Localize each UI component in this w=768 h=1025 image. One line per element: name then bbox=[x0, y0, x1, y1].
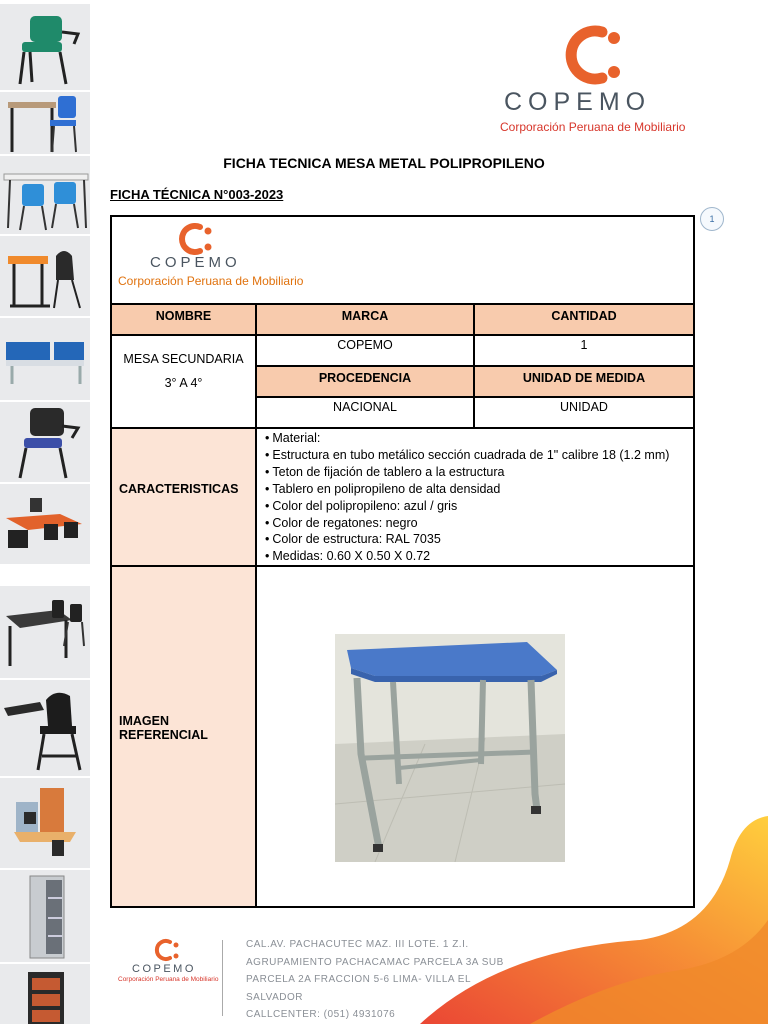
cubicle-icon bbox=[0, 778, 90, 869]
feature-item: • Teton de fijación de tablero a la estructura bbox=[265, 464, 669, 481]
feature-item: • Tablero en polipropileno de alta densidad bbox=[265, 481, 669, 498]
caracteristicas-label: CARACTERISTICAS bbox=[110, 427, 257, 567]
document-title: FICHA TECNICA MESA METAL POLIPROPILENO bbox=[223, 155, 545, 171]
feature-item: • Estructura en tubo metálico sección cuadrada de 1" calibre 18 (1.2 mm) bbox=[265, 447, 669, 464]
copemo-c-icon bbox=[562, 24, 626, 86]
nombre-cell bbox=[110, 334, 257, 429]
callcenter-line: CALLCENTER: (051) 4931076 bbox=[246, 1009, 396, 1020]
address-line: CAL.AV. PACHACUTEC MAZ. III LOTE. 1 Z.I. bbox=[246, 939, 469, 950]
tablet-arm-chair-icon bbox=[0, 680, 90, 777]
blue-seat-chair-icon bbox=[0, 402, 90, 483]
address-line: SALVADOR bbox=[246, 991, 303, 1003]
desk-chair-icon bbox=[0, 92, 90, 155]
header-procedencia: PROCEDENCIA bbox=[255, 365, 475, 398]
marca-value: COPEMO bbox=[255, 334, 475, 367]
header-cantidad: CANTIDAD bbox=[473, 303, 695, 336]
caracteristicas-list bbox=[265, 430, 669, 565]
imagen-label bbox=[110, 565, 257, 908]
product-sidebar bbox=[0, 0, 92, 1024]
logo-tagline: Corporación Peruana de Mobiliario bbox=[500, 120, 686, 134]
inner-logo-wordmark: COPEMO bbox=[150, 254, 241, 269]
address-line: AGRUPAMIENTO PACHACAMAC PARCELA 3A SUB bbox=[246, 956, 504, 968]
footer-address bbox=[246, 936, 516, 1024]
sheet-number: FICHA TÉCNICA N°003-2023 bbox=[110, 187, 284, 202]
orange-desk-icon bbox=[0, 236, 90, 317]
inner-copemo-logo-icon bbox=[118, 221, 263, 269]
dark-desk-icon bbox=[0, 586, 90, 679]
header-nombre: NOMBRE bbox=[110, 303, 257, 336]
nombre-value-line2: 3° A 4° bbox=[164, 376, 203, 390]
header-marca: MARCA bbox=[255, 303, 475, 336]
cantidad-value: 1 bbox=[473, 334, 695, 367]
footer-divider bbox=[222, 940, 223, 1016]
footer-logo-tagline: Corporación Peruana de Mobiliario bbox=[118, 976, 219, 983]
copemo-logo bbox=[498, 24, 693, 139]
footer-logo-wordmark: COPEMO bbox=[132, 963, 196, 975]
blue-workstation-icon bbox=[0, 318, 90, 401]
drawer-cabinet-icon bbox=[0, 964, 90, 1025]
address-line: PARCELA 2A FRACCION 5-6 LIMA- VILLA EL bbox=[246, 974, 472, 985]
inner-logo-tagline: Corporación Peruana de Mobiliario bbox=[118, 274, 304, 288]
unidad-medida-value: UNIDAD bbox=[473, 396, 695, 429]
office-desk-icon bbox=[0, 484, 90, 565]
logo-wordmark: COPEMO bbox=[504, 88, 652, 116]
green-chair-icon bbox=[0, 4, 90, 91]
nombre-value-line1: MESA SECUNDARIA bbox=[123, 352, 244, 366]
imagen-label-line2: REFERENCIAL bbox=[119, 728, 208, 742]
feature-item: • Color del polipropileno: azul / gris bbox=[265, 498, 669, 515]
cabinet-icon bbox=[0, 870, 90, 963]
procedencia-value: NACIONAL bbox=[255, 396, 475, 429]
header-unidad-medida: UNIDAD DE MEDIDA bbox=[473, 365, 695, 398]
page-number-badge[interactable]: 1 bbox=[700, 207, 724, 231]
imagen-label-line1: IMAGEN bbox=[119, 714, 169, 728]
feature-item: • Material: bbox=[265, 430, 669, 447]
feature-item: • Color de regatones: negro bbox=[265, 515, 669, 532]
feature-item: • Color de estructura: RAL 7035 bbox=[265, 531, 669, 548]
feature-item: • Medidas: 0.60 X 0.50 X 0.72 bbox=[265, 548, 669, 565]
